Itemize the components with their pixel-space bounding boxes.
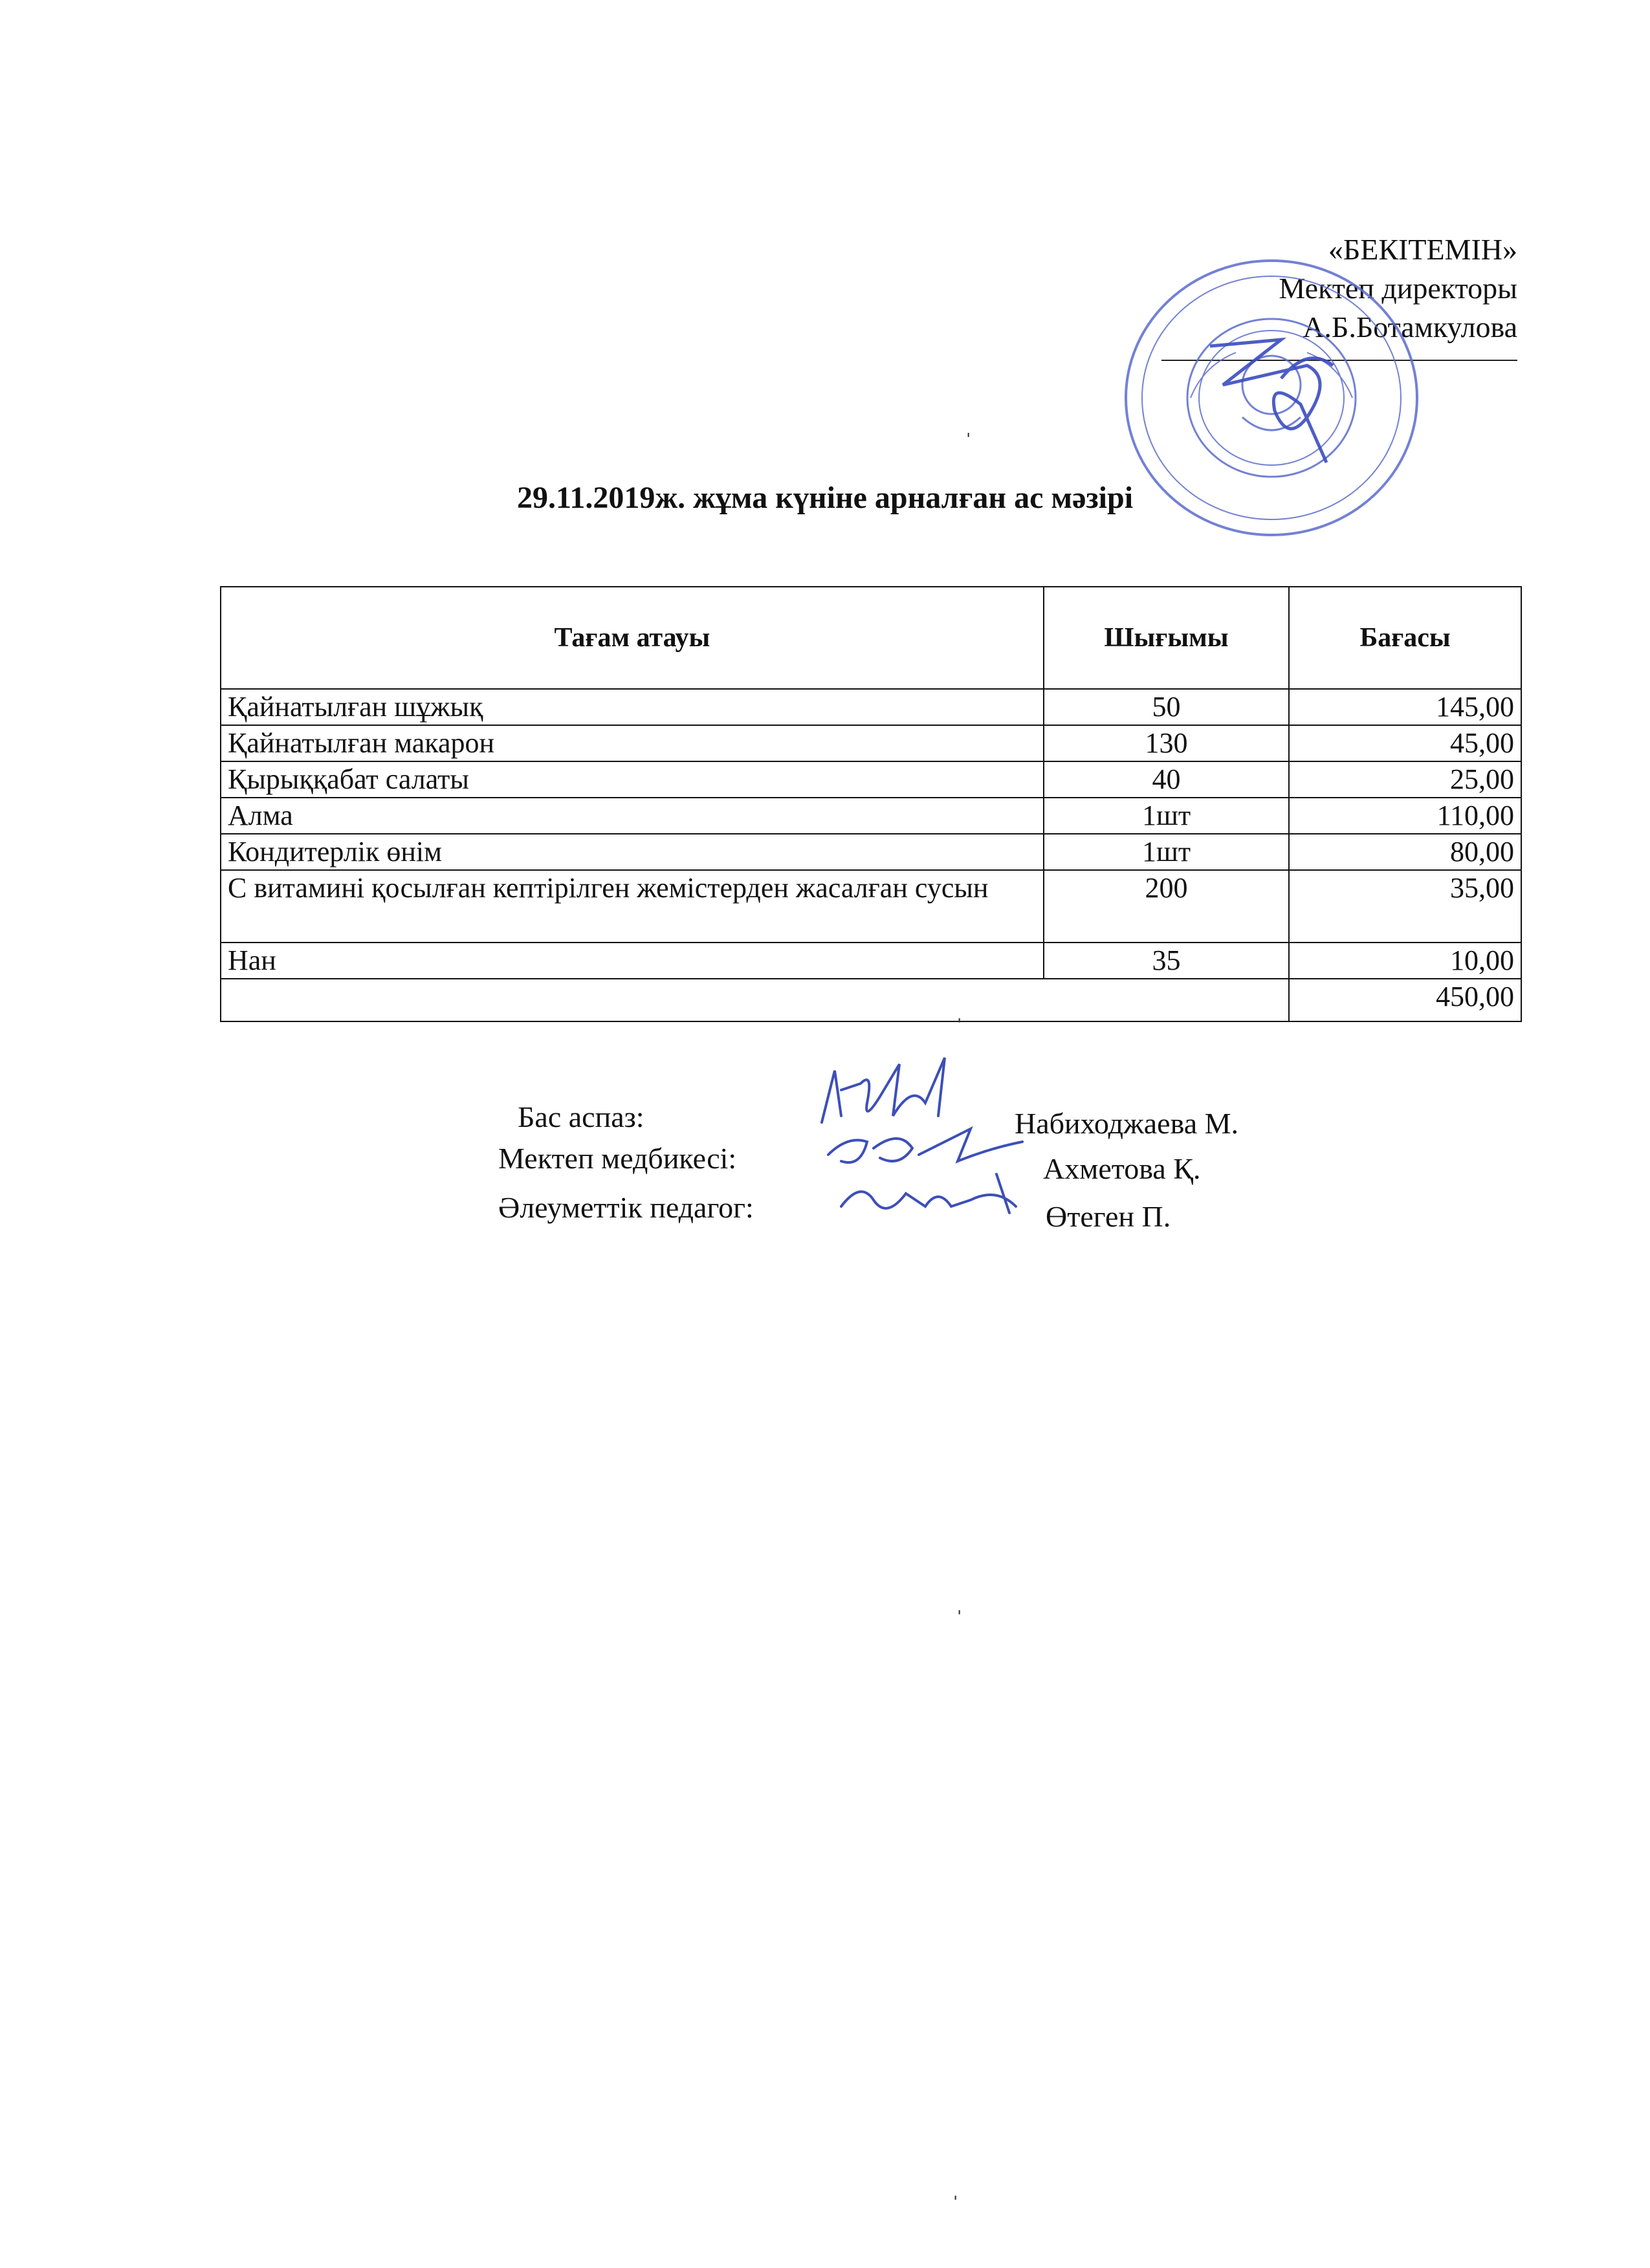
dish-name: Қырыққабат салаты: [221, 761, 1044, 798]
signatory-name: Набиходжаева М.: [1015, 1107, 1239, 1140]
table-row: [221, 870, 1521, 943]
dish-yield: 35: [1044, 943, 1289, 979]
dish-name: Қайнатылған макарон: [221, 725, 1044, 761]
table-row: [221, 725, 1521, 761]
table-row: [221, 798, 1521, 834]
header-dish-name: Тағам атауы: [221, 587, 1044, 689]
table-row: [221, 943, 1521, 979]
dish-name: Кондитерлік өнім: [221, 834, 1044, 870]
dish-name: С витамині қосылған кептірілген жемістерден жасалған сусын: [221, 870, 1044, 943]
dish-name: Алма: [221, 798, 1044, 834]
scan-mark: ˈ: [955, 1013, 964, 1042]
table-row: [221, 834, 1521, 870]
scan-mark: ˈ: [955, 1605, 964, 1634]
menu-table: [220, 586, 1522, 1022]
dish-yield: 50: [1044, 689, 1289, 725]
total-price: 450,00: [1289, 979, 1521, 1021]
dish-price: 25,00: [1289, 761, 1521, 798]
dish-yield: 40: [1044, 761, 1289, 798]
dish-price: 35,00: [1289, 870, 1521, 943]
total-row: [221, 979, 1521, 1021]
table-row: [221, 689, 1521, 725]
dish-yield: 200: [1044, 870, 1289, 943]
dish-price: 45,00: [1289, 725, 1521, 761]
table-row: [221, 761, 1521, 798]
dish-yield: 130: [1044, 725, 1289, 761]
approval-position: Мектеп директоры: [1279, 272, 1517, 305]
signatory-name: Ахметова Қ.: [1043, 1152, 1201, 1185]
dish-price: 110,00: [1289, 798, 1521, 834]
dish-name: Қайнатылған шұжық: [221, 689, 1044, 725]
signatory-role: Мектеп медбикесі:: [498, 1142, 737, 1175]
header-yield: Шығымы: [1044, 587, 1289, 689]
header-price: Бағасы: [1289, 587, 1521, 689]
scan-mark: ˈ: [951, 2190, 960, 2219]
signatory-role: Бас аспаз:: [518, 1100, 644, 1133]
total-label-cell: [221, 979, 1289, 1021]
approval-person: А.Б.Ботамкулова: [1303, 311, 1517, 343]
dish-name: Нан: [221, 943, 1044, 979]
signatory-role: Әлеуметтік педагог:: [498, 1191, 754, 1224]
dish-price: 10,00: [1289, 943, 1521, 979]
dish-yield: 1шт: [1044, 834, 1289, 870]
page-title: 29.11.2019ж. жұма күніне арналған ас мәзірі: [516, 481, 1134, 515]
approval-heading: «БЕКІТЕМІН»: [1328, 233, 1517, 266]
signatory-name: Өтеген П.: [1046, 1200, 1171, 1233]
table-header-row: [221, 587, 1521, 689]
handwritten-signatures: [802, 1045, 1048, 1232]
director-signature: [1210, 340, 1333, 463]
dish-price: 145,00: [1289, 689, 1521, 725]
dish-yield: 1шт: [1044, 798, 1289, 834]
scan-mark: ˈ: [964, 428, 973, 457]
dish-price: 80,00: [1289, 834, 1521, 870]
